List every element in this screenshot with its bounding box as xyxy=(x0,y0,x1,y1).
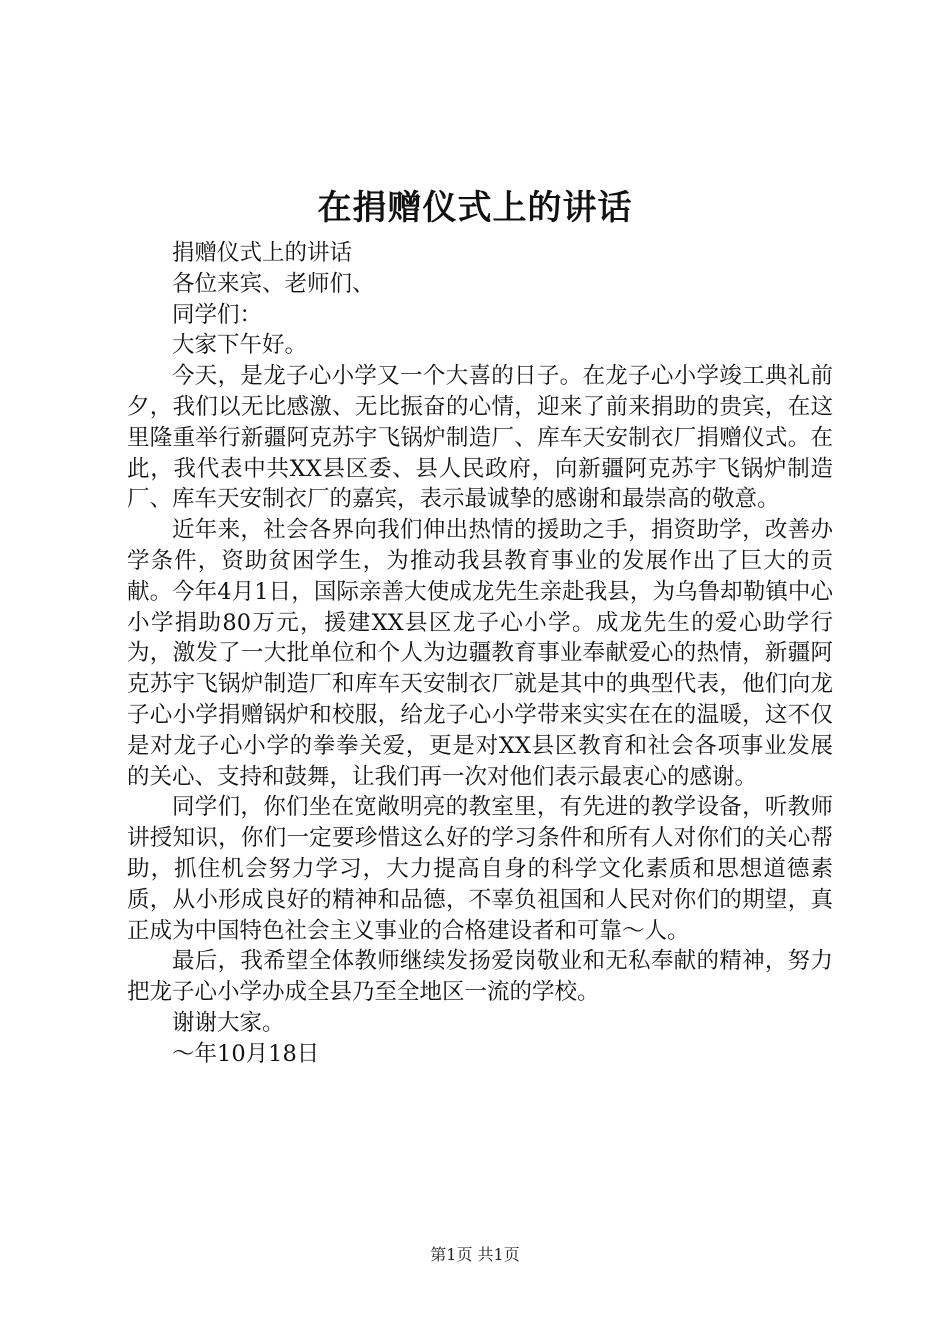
paragraph-date: ～年10月18日 xyxy=(172,1040,320,1067)
document-body xyxy=(127,238,833,1070)
page-number-footer: 第1页 共1页 xyxy=(430,1245,520,1264)
document-title: 在捐赠仪式上的讲话 xyxy=(317,188,633,228)
paragraph-teachers-message: 最后，我希望全体教师继续发扬爱岗敬业和无私奉献的精神，努力把龙子心小学办成全县乃至全地区一流的学校。 xyxy=(127,948,833,1006)
paragraph-opening: 今天，是龙子心小学又一个大喜的日子。在龙子心小学竣工典礼前夕，我们以无比感激、无比振奋的心情，迎来了前来捐助的贵宾，在这里隆重举行新疆阿克苏宇飞锅炉制造厂、库车天安制衣厂捐赠仪式。在此，我代表中共XX县区委、县人民政府，向新疆阿克苏宇飞锅炉制造厂、库车天安制衣厂的嘉宾，表示最诚挚的感谢和最崇高的敬意。 xyxy=(127,363,833,513)
paragraph-subtitle: 捐赠仪式上的讲话 xyxy=(172,240,353,266)
paragraph-closing: 谢谢大家。 xyxy=(172,1009,285,1036)
paragraph-thanks-donors: 近年来，社会各界向我们伸出热情的援助之手，捐资助学，改善办学条件，资助贫困学生，为推动我县教育事业的发展作出了巨大的贡献。今年4月1日，国际亲善大使成龙先生亲赴我县，为乌鲁却勒镇中心小学捐助80万元，援建XX县区龙子心小学。成龙先生的爱心助学行为，激发了一大批单位和个人为边疆教育事业奉献爱心的热情，新疆阿克苏宇飞锅炉制造厂和库车天安制衣厂就是其中的典型代表，他们向龙子心小学捐赠锅炉和校服，给龙子心小学带来实实在在的温暖，这不仅是对龙子心小学的拳拳关爱，更是对XX县区教育和社会各项事业发展的关心、支持和鼓舞，让我们再一次对他们表示最衷心的感谢。 xyxy=(127,517,833,790)
paragraph-students-message: 同学们，你们坐在宽敞明亮的教室里，有先进的教学设备，听教师讲授知识，你们一定要珍惜这么好的学习条件和所有人对你们的关心帮助，抓住机会努力学习，大力提高自身的科学文化素质和思想道德素质，从小形成良好的精神和品德，不辜负祖国和人民对你们的期望，真正成为中国特色社会主义事业的合格建设者和可靠～人。 xyxy=(127,794,833,944)
paragraph-salutation-guests: 各位来宾、老师们、 xyxy=(172,270,375,297)
paragraph-salutation-students: 同学们： xyxy=(172,301,263,328)
paragraph-greeting: 大家下午好。 xyxy=(172,332,308,359)
